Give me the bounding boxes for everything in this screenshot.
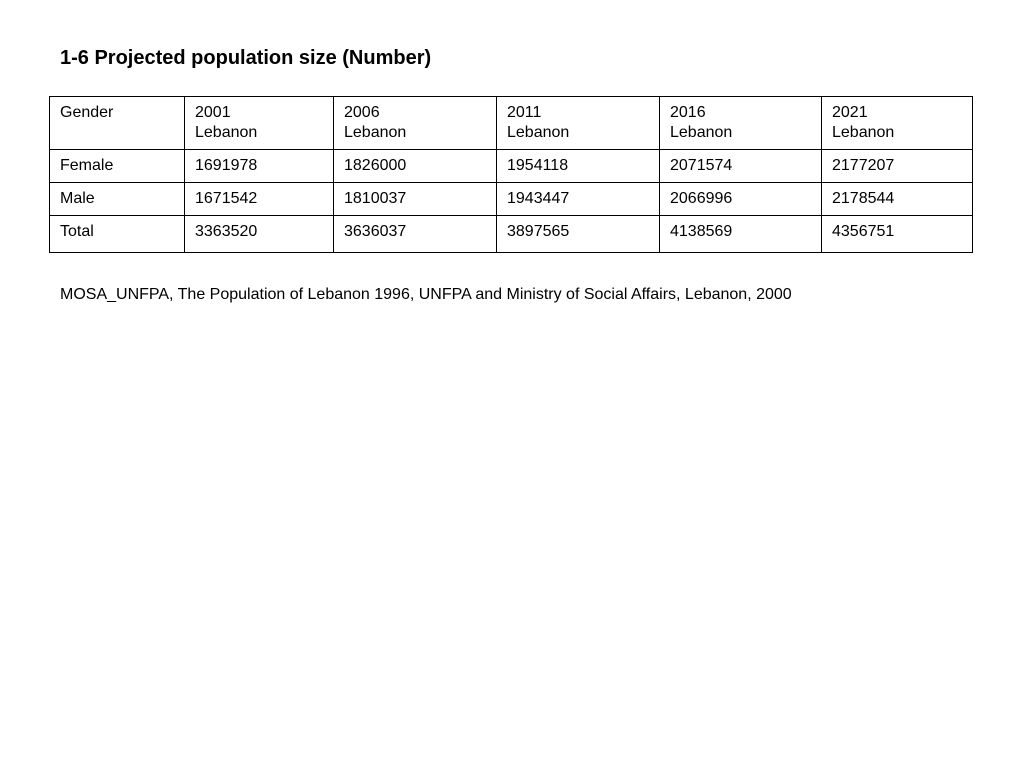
header-year: 2001 bbox=[195, 104, 231, 121]
header-cell-2001 bbox=[185, 97, 334, 150]
header-region: Lebanon bbox=[195, 124, 258, 141]
row-label: Male bbox=[50, 183, 185, 216]
table-cell: 3363520 bbox=[185, 216, 334, 253]
header-cell-2011 bbox=[497, 97, 660, 150]
table-row-male bbox=[50, 183, 973, 216]
page-title: 1-6 Projected population size (Number) bbox=[60, 47, 432, 69]
table-row-total bbox=[50, 216, 973, 253]
table-cell: 3636037 bbox=[334, 216, 497, 253]
population-table bbox=[49, 96, 973, 253]
table-cell: 1826000 bbox=[334, 150, 497, 183]
table-cell: 1691978 bbox=[185, 150, 334, 183]
header-cell-2016 bbox=[660, 97, 822, 150]
header-cell-2006 bbox=[334, 97, 497, 150]
table-cell: 2071574 bbox=[660, 150, 822, 183]
header-year: 2011 bbox=[507, 104, 542, 121]
table-row-female bbox=[50, 150, 973, 183]
table-cell: 4356751 bbox=[822, 216, 973, 253]
table-cell: 2177207 bbox=[822, 150, 973, 183]
table-cell: 2066996 bbox=[660, 183, 822, 216]
header-cell-2021 bbox=[822, 97, 973, 150]
table-cell: 1943447 bbox=[497, 183, 660, 216]
header-year: 2021 bbox=[832, 104, 868, 121]
table-header-row bbox=[50, 97, 973, 150]
source-note: MOSA_UNFPA, The Population of Lebanon 1996, UNFPA and Ministry of Social Affairs, Lebanon, 2000 bbox=[60, 286, 792, 303]
header-region: Lebanon bbox=[344, 124, 407, 141]
row-label: Female bbox=[50, 150, 185, 183]
header-region: Lebanon bbox=[507, 124, 570, 141]
header-year: 2016 bbox=[670, 104, 706, 121]
row-label: Total bbox=[50, 216, 185, 253]
table-cell: 3897565 bbox=[497, 216, 660, 253]
table-cell: 1671542 bbox=[185, 183, 334, 216]
table-cell: 1954118 bbox=[497, 150, 660, 183]
header-cell-gender: Gender bbox=[50, 97, 185, 150]
header-year: 2006 bbox=[344, 104, 380, 121]
table-cell: 4138569 bbox=[660, 216, 822, 253]
header-region: Lebanon bbox=[670, 124, 733, 141]
table-cell: 1810037 bbox=[334, 183, 497, 216]
table-cell: 2178544 bbox=[822, 183, 973, 216]
header-region: Lebanon bbox=[832, 124, 895, 141]
